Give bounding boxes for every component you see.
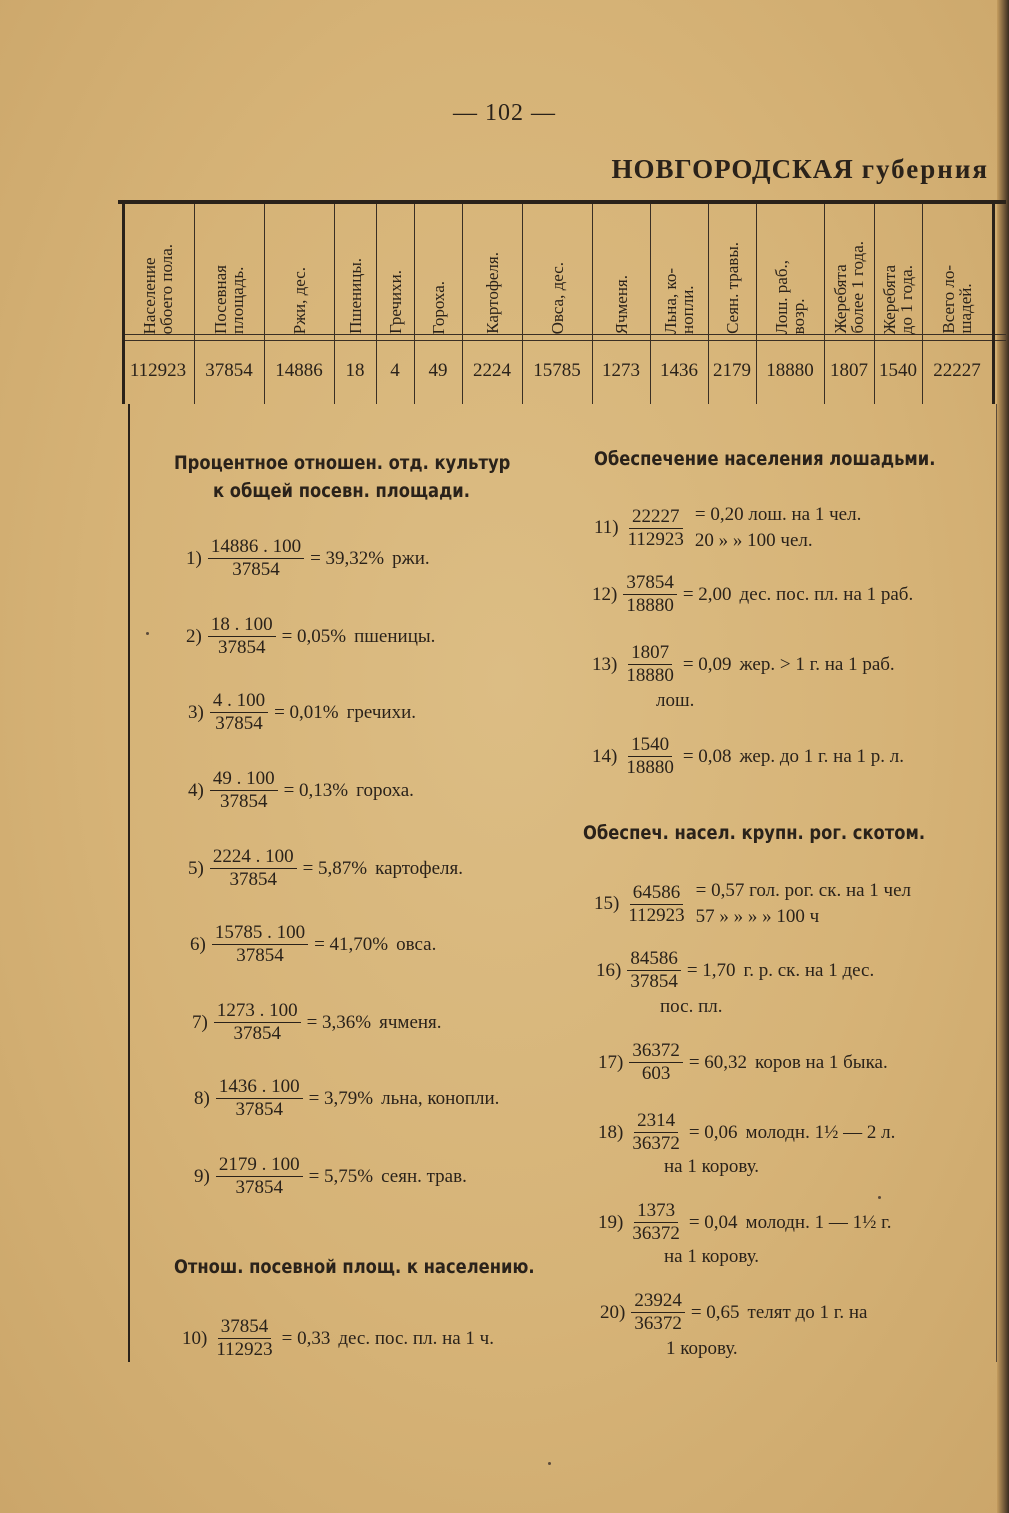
formula-text: молодн. 1 — 1½ г.: [745, 1211, 892, 1233]
formula-16-continuation: пос. пл.: [660, 996, 723, 1017]
formula-number: 8): [194, 1087, 210, 1109]
page-number: — 102 —: [453, 100, 556, 126]
denominator: 37854: [215, 713, 263, 734]
paper-speck: [548, 1462, 551, 1465]
formula-14: [592, 734, 904, 779]
formula-number: 13): [592, 653, 618, 675]
table-header-label: Гречихи.: [385, 270, 405, 334]
table-header-label: Население обоего пола.: [140, 243, 176, 334]
table-value-cell: 49: [428, 360, 448, 381]
result: = 3,79%: [308, 1087, 374, 1109]
formula-number: 4): [188, 779, 204, 801]
numerator: 1540: [628, 734, 672, 757]
table-value-cell: 2179: [713, 360, 751, 381]
province-subtitle: губерния: [861, 154, 989, 184]
formula-number: 17): [598, 1051, 624, 1073]
formula-19: [598, 1200, 892, 1245]
numerator: 1807: [628, 642, 672, 665]
result: = 0,01%: [274, 701, 339, 723]
result-line-1: = 0,20 лош. на 1 чел.: [694, 504, 862, 525]
formula-text: ячменя.: [379, 1011, 442, 1033]
right-rule: [996, 404, 997, 1362]
table-header-label: Пшеницы.: [345, 258, 365, 334]
numerator: 1436 . 100: [216, 1076, 303, 1099]
result: = 0,04: [688, 1211, 738, 1233]
fraction: [216, 1076, 303, 1121]
formula-number: 12): [592, 583, 618, 605]
formula-text: овса.: [396, 933, 437, 955]
denominator: 37854: [235, 1177, 283, 1198]
fraction: [208, 614, 276, 659]
numerator: 22227: [629, 506, 683, 529]
formula-text: пшеницы.: [354, 625, 436, 647]
table-value-cell: 4: [390, 360, 400, 381]
fraction: [629, 1110, 683, 1155]
table-header-cell: [414, 206, 462, 334]
formula-text: молодн. 1½ — 2 л.: [745, 1121, 896, 1143]
formula-number: 7): [192, 1011, 208, 1033]
formula-number: 16): [596, 959, 622, 981]
numerator: 18 . 100: [208, 614, 276, 637]
result-line-2: 57 » » » » 100 ч: [695, 906, 820, 927]
numerator: 1373: [634, 1200, 678, 1223]
fraction: [210, 846, 297, 891]
section-title-crops: Процентное отношен. отд. культур: [174, 452, 511, 474]
table-header-cell: [922, 206, 992, 334]
result-block: [696, 878, 911, 930]
result: = 0,05%: [281, 625, 347, 647]
formula-text: картофеля.: [375, 857, 464, 879]
result: = 5,75%: [308, 1165, 374, 1187]
formula-16: [596, 948, 874, 993]
numerator: 2179 . 100: [216, 1154, 303, 1177]
table-header-label: Посевная площадь.: [211, 265, 247, 334]
table-value-cell: 18: [345, 360, 365, 381]
formula-20: [600, 1290, 867, 1335]
table-header-cell: [708, 206, 756, 334]
numerator: 37854: [218, 1316, 272, 1339]
formula-text: телят до 1 г. на: [747, 1301, 868, 1323]
table-header-cell: [522, 206, 592, 334]
result: = 0,65: [690, 1301, 740, 1323]
result: = 0,33: [281, 1327, 331, 1349]
formula-text: сеян. трав.: [381, 1165, 467, 1187]
formula-number: 5): [188, 857, 204, 879]
fraction: [210, 768, 278, 813]
table-column-rule: [992, 204, 995, 404]
page-header: [612, 154, 989, 185]
denominator: 112923: [627, 528, 684, 550]
denominator: 37854: [630, 971, 678, 992]
formula-13-continuation: лош.: [656, 690, 695, 711]
numerator: 14886 . 100: [208, 536, 304, 559]
fraction: [625, 506, 687, 551]
numerator: 84586: [627, 948, 681, 971]
formula-11: [594, 502, 861, 554]
formula-text: жер. до 1 г. на 1 р. л.: [739, 745, 905, 767]
result: = 0,08: [682, 745, 732, 767]
table-header-label: Всего ло- шадей.: [939, 265, 975, 334]
formula-6: [190, 922, 436, 967]
table-header-cell: [462, 206, 522, 334]
result: = 0,09: [682, 653, 732, 675]
formula-number: 18): [598, 1121, 624, 1143]
table-header-cell: [824, 206, 874, 334]
formula-number: 9): [194, 1165, 210, 1187]
result: = 39,32%: [310, 547, 385, 569]
denominator: 603: [641, 1063, 671, 1084]
fraction: [629, 1040, 683, 1085]
numerator: 49 . 100: [210, 768, 278, 791]
fraction: [631, 1290, 685, 1335]
denominator: 112923: [216, 1339, 273, 1360]
result: = 60,32: [688, 1051, 748, 1073]
formula-13: [592, 642, 895, 687]
formula-number: 2): [186, 625, 202, 647]
formula-8: [194, 1076, 499, 1121]
formula-number: 20): [600, 1301, 626, 1323]
formula-17: [598, 1040, 888, 1085]
table-header-cell: [650, 206, 708, 334]
table-header-label: Сеян. травы.: [722, 242, 742, 334]
numerator: 23924: [631, 1290, 685, 1313]
formula-number: 15): [594, 893, 620, 914]
formula-7: [192, 1000, 442, 1045]
table-value-cell: 15785: [533, 360, 581, 381]
numerator: 4 . 100: [210, 690, 268, 713]
formula-3: [188, 690, 416, 735]
table-header-cell: [756, 206, 824, 334]
denominator: 36372: [632, 1133, 680, 1154]
left-rule: [128, 404, 130, 1362]
table-header-cell: [334, 206, 376, 334]
formula-18: [598, 1110, 895, 1155]
section-title-crops-2: к общей посевн. площади.: [213, 480, 470, 502]
table-value-cell: 14886: [275, 360, 323, 381]
formula-2: [186, 614, 435, 659]
formula-18-continuation: на 1 корову.: [664, 1156, 760, 1177]
formula-text: дес. пос. пл. на 1 раб.: [739, 583, 914, 605]
table-header-cell: [874, 206, 922, 334]
denominator: 37854: [217, 637, 266, 658]
table-header-label: Ржи, дес.: [289, 266, 309, 334]
table-value-cell: 1540: [879, 360, 917, 381]
formula-9: [194, 1154, 467, 1199]
table-header-label: Ячменя.: [611, 274, 631, 334]
fraction: [216, 1154, 303, 1199]
denominator: 112923: [628, 904, 685, 926]
denominator: 37854: [232, 559, 280, 580]
table-header-cell: [194, 206, 264, 334]
paper-speck: [878, 1196, 881, 1199]
formula-number: 11): [594, 517, 619, 538]
formula-text: гречихи.: [346, 701, 417, 723]
fraction: [623, 572, 677, 617]
formula-number: 10): [182, 1327, 208, 1349]
formula-number: 1): [186, 547, 202, 569]
numerator: 1273 . 100: [214, 1000, 301, 1023]
table-header-label: Картофеля.: [482, 252, 502, 334]
result: = 0,06: [688, 1121, 738, 1143]
table-value-cell: 37854: [205, 360, 253, 381]
formula-19-continuation: на 1 корову.: [664, 1246, 760, 1267]
denominator: 18880: [626, 665, 674, 686]
formula-10: [182, 1316, 494, 1361]
numerator: 2314: [634, 1110, 678, 1133]
denominator: 36372: [634, 1313, 682, 1334]
fraction: [212, 922, 308, 967]
section-title-horses: Обеспечение населения лошадьми.: [594, 448, 936, 470]
result-block: [695, 502, 861, 554]
denominator: 18880: [626, 595, 674, 616]
table-header-label: Льна, ко- нопли.: [661, 268, 697, 334]
numerator: 36372: [629, 1040, 683, 1063]
denominator: 37854: [229, 869, 277, 890]
result: = 3,36%: [306, 1011, 372, 1033]
result: = 0,13%: [283, 779, 349, 801]
formula-text: гороха.: [356, 779, 414, 801]
numerator: 64586: [630, 882, 684, 905]
denominator: 36372: [632, 1223, 680, 1244]
formula-number: 3): [188, 701, 204, 723]
formula-4: [188, 768, 414, 813]
denominator: 37854: [235, 1099, 283, 1120]
table-header-cell: [122, 206, 194, 334]
result: = 1,70: [686, 959, 736, 981]
formula-15: [594, 878, 911, 930]
section-title-cattle: Обеспеч. насел. крупн. рог. скотом.: [583, 822, 926, 844]
formula-text: жер. > 1 г. на 1 раб.: [739, 653, 895, 675]
formula-number: 6): [190, 933, 206, 955]
denominator: 37854: [219, 791, 268, 812]
table-header-label: Овса, дес.: [547, 261, 567, 334]
table-value-cell: 22227: [933, 360, 981, 381]
fraction: [625, 882, 687, 927]
result: = 5,87%: [302, 857, 368, 879]
fraction: [214, 1000, 301, 1045]
fraction: [623, 734, 677, 779]
result: = 41,70%: [314, 933, 389, 955]
table-header-cell: [264, 206, 334, 334]
table-header-cell: [376, 206, 414, 334]
table-value-cell: 2224: [473, 360, 511, 381]
formula-text: коров на 1 быка.: [755, 1051, 888, 1073]
formula-text: дес. пос. пл. на 1 ч.: [338, 1327, 494, 1349]
province-title: НОВГОРОДСКАЯ: [611, 154, 854, 184]
table-value-cell: 112923: [129, 360, 187, 381]
numerator: 15785 . 100: [212, 922, 308, 945]
formula-5: [188, 846, 463, 891]
section-title-population: Отнош. посевной площ. к населению.: [174, 1256, 535, 1278]
formula-20-continuation: 1 корову.: [666, 1338, 738, 1359]
fraction: [213, 1316, 275, 1361]
result: = 2,00: [682, 583, 732, 605]
formula-number: 19): [598, 1211, 624, 1233]
fraction: [627, 948, 681, 993]
fraction: [623, 642, 677, 687]
denominator: 18880: [626, 757, 674, 778]
table-value-cell: 18880: [766, 360, 814, 381]
table-header-label: Жеребята до 1 года.: [880, 264, 916, 334]
denominator: 37854: [233, 1023, 281, 1044]
formula-1: [186, 536, 430, 581]
formula-number: 14): [592, 745, 618, 767]
formula-12: [592, 572, 913, 617]
formula-text: г. р. ск. на 1 дес.: [743, 959, 875, 981]
numerator: 37854: [623, 572, 677, 595]
fraction: [210, 690, 268, 735]
formula-text: льна, конопли.: [381, 1087, 500, 1109]
numerator: 2224 . 100: [210, 846, 297, 869]
table-value-cell: 1273: [602, 360, 640, 381]
formula-text: ржи.: [392, 547, 430, 569]
table-header-label: Жеребята более 1 года.: [831, 241, 867, 334]
result-line-2: 20 » » 100 чел.: [694, 530, 813, 551]
table-header-label: Лош. раб., возр.: [772, 259, 808, 334]
table-value-cell: 1807: [830, 360, 868, 381]
table-value-cell: 1436: [660, 360, 698, 381]
paper-speck: [146, 632, 149, 635]
fraction: [208, 536, 304, 581]
denominator: 37854: [236, 945, 284, 966]
table-header-cell: [592, 206, 650, 334]
fraction: [629, 1200, 683, 1245]
result-line-1: = 0,57 гол. рог. ск. на 1 чел: [695, 880, 912, 901]
table-header-label: Гороха.: [428, 280, 448, 334]
